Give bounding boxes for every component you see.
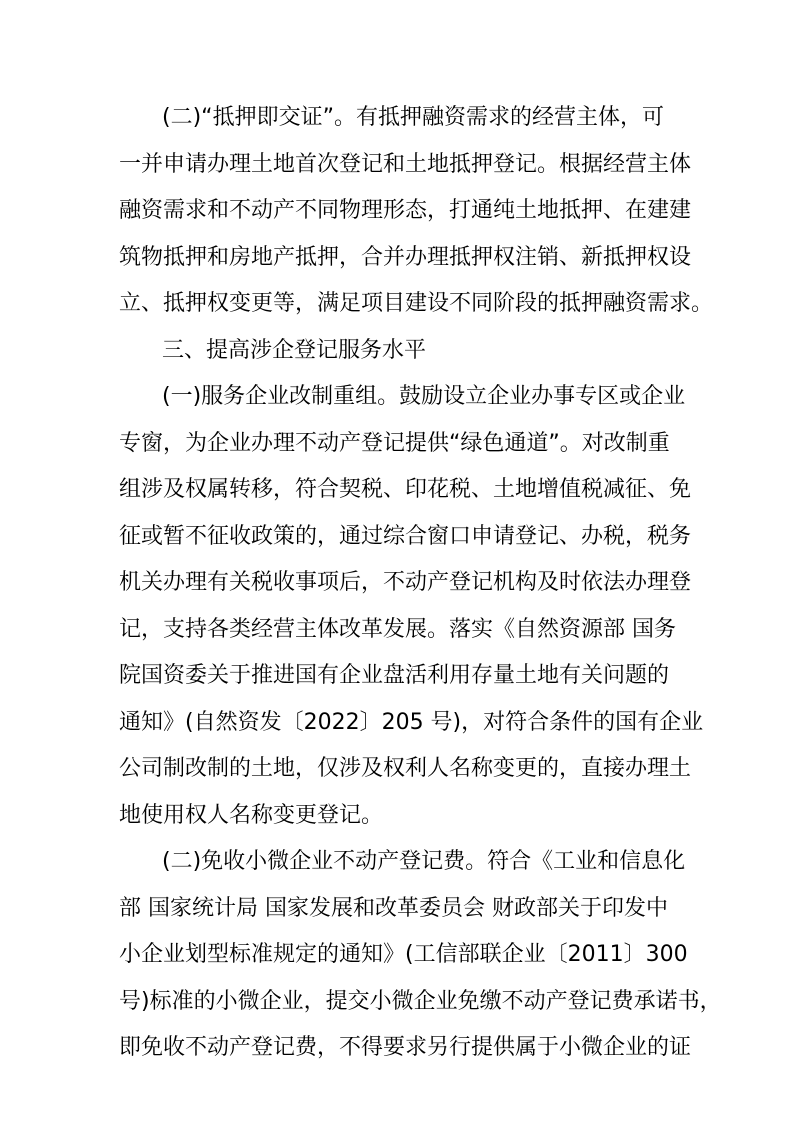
paragraph-fee-exemption-line-1: (二)免收小微企业不动产登记费。符合《工业和信息化 <box>162 849 686 874</box>
paragraph-restructuring-line-6: 记，支持各类经营主体改革发展。落实《自然资源部 国务 <box>119 616 676 642</box>
paragraph-mortgage-certificate-line-2: 一并申请办理土地首次登记和土地抵押登记。根据经营主体 <box>119 151 692 177</box>
paragraph-restructuring-line-9: 公司制改制的土地，仅涉及权利人名称变更的，直接办理土 <box>119 756 692 781</box>
paragraph-fee-exemption-line-3: 小企业划型标准规定的通知》(工信部联企业〔2011〕300 <box>119 942 688 967</box>
paragraph-mortgage-certificate-line-5: 立、抵押权变更等，满足项目建设不同阶段的抵押融资需求。 <box>119 291 714 316</box>
paragraph-fee-exemption-line-2: 部 国家统计局 国家发展和改革委员会 财政部关于印发中 <box>119 895 668 921</box>
paragraph-restructuring-line-7: 院国资委关于推进国有企业盘活利用存量土地有关问题的 <box>119 663 670 688</box>
paragraph-restructuring-line-1: (一)服务企业改制重组。鼓励设立企业办事专区或企业 <box>162 384 686 409</box>
paragraph-fee-exemption-line-5: 即免收不动产登记费，不得要求另行提供属于小微企业的证 <box>119 1035 692 1060</box>
paragraph-restructuring-line-3: 组涉及权属转移，符合契税、印花税、土地增值税减征、免 <box>119 477 692 502</box>
paragraph-restructuring-line-8: 通知》(自然资发〔2022〕205 号)，对符合条件的国有企业 <box>119 709 704 735</box>
paragraph-mortgage-certificate-line-3: 融资需求和不动产不同物理形态，打通纯土地抵押、在建建 <box>119 198 692 223</box>
section-heading: 三、提高涉企登记服务水平 <box>162 337 427 363</box>
paragraph-restructuring-line-10: 地使用权人名称变更登记。 <box>119 802 384 828</box>
paragraph-restructuring-line-5: 机关办理有关税收事项后，不动产登记机构及时依法办理登 <box>119 570 692 595</box>
paragraph-restructuring-line-2: 专窗，为企业办理不动产登记提供“绿色通道”。对改制重 <box>119 430 670 456</box>
paragraph-fee-exemption-line-4: 号)标准的小微企业，提交小微企业免缴不动产登记费承诺书， <box>119 988 722 1014</box>
paragraph-mortgage-certificate-line-4: 筑物抵押和房地产抵押，合并办理抵押权注销、新抵押权设 <box>119 244 692 270</box>
paragraph-restructuring-line-4: 征或暂不征收政策的，通过综合窗口申请登记、办税，税务 <box>119 523 692 549</box>
paragraph-mortgage-certificate-line-1: (二)“抵押即交证”。有抵押融资需求的经营主体，可 <box>162 105 664 130</box>
